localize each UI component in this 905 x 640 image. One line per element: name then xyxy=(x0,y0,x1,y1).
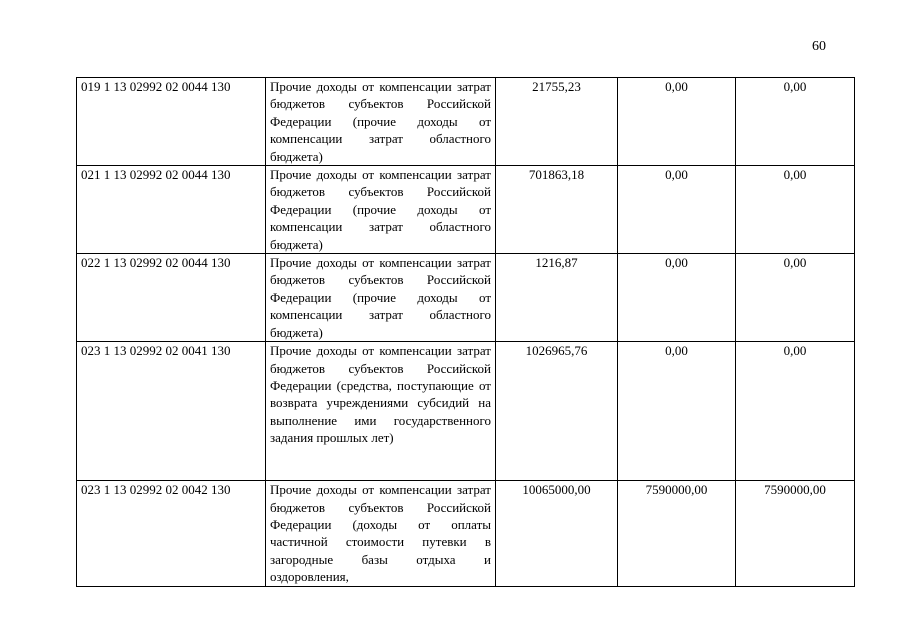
table-row xyxy=(77,166,855,254)
amount-cell-2: 0,00 xyxy=(618,78,736,166)
amount-cell-1: 10065000,00 xyxy=(496,481,618,586)
page-number: 60 xyxy=(812,39,826,54)
amount-cell-3: 7590000,00 xyxy=(736,481,855,586)
table-row xyxy=(77,481,855,586)
table-row xyxy=(77,78,855,166)
table-row xyxy=(77,342,855,481)
amount-cell-3: 0,00 xyxy=(736,166,855,254)
revenue-description-cell: Прочие доходы от компенсации затрат бюджетов субъектов Российской Федерации (доходы от оплаты частичной стоимости путевки в загородные базы отдыха и оздоровления, xyxy=(266,481,496,586)
amount-cell-1: 21755,23 xyxy=(496,78,618,166)
revenue-code-cell: 021 1 13 02992 02 0044 130 xyxy=(77,166,266,254)
amount-cell-1: 1216,87 xyxy=(496,254,618,342)
revenue-description-cell: Прочие доходы от компенсации затрат бюджетов субъектов Российской Федерации (прочие доходы от компенсации затрат областного бюджета) xyxy=(266,78,496,166)
revenue-code-cell: 023 1 13 02992 02 0042 130 xyxy=(77,481,266,586)
revenue-code-cell: 022 1 13 02992 02 0044 130 xyxy=(77,254,266,342)
amount-cell-1: 1026965,76 xyxy=(496,342,618,481)
amount-cell-2: 0,00 xyxy=(618,254,736,342)
budget-revenue-table xyxy=(76,77,855,587)
amount-cell-3: 0,00 xyxy=(736,78,855,166)
revenue-description-cell: Прочие доходы от компенсации затрат бюджетов субъектов Российской Федерации (средства, поступающие от возврата учреждениями субсидий на выполнение ими государственного задания прошлых лет) xyxy=(266,342,496,481)
revenue-code-cell: 019 1 13 02992 02 0044 130 xyxy=(77,78,266,166)
amount-cell-2: 7590000,00 xyxy=(618,481,736,586)
amount-cell-2: 0,00 xyxy=(618,166,736,254)
revenue-description-cell: Прочие доходы от компенсации затрат бюджетов субъектов Российской Федерации (прочие доходы от компенсации затрат областного бюджета) xyxy=(266,166,496,254)
amount-cell-2: 0,00 xyxy=(618,342,736,481)
amount-cell-3: 0,00 xyxy=(736,342,855,481)
revenue-description-cell: Прочие доходы от компенсации затрат бюджетов субъектов Российской Федерации (прочие доходы от компенсации затрат областного бюджета) xyxy=(266,254,496,342)
amount-cell-1: 701863,18 xyxy=(496,166,618,254)
table-row xyxy=(77,254,855,342)
revenue-code-cell: 023 1 13 02992 02 0041 130 xyxy=(77,342,266,481)
amount-cell-3: 0,00 xyxy=(736,254,855,342)
